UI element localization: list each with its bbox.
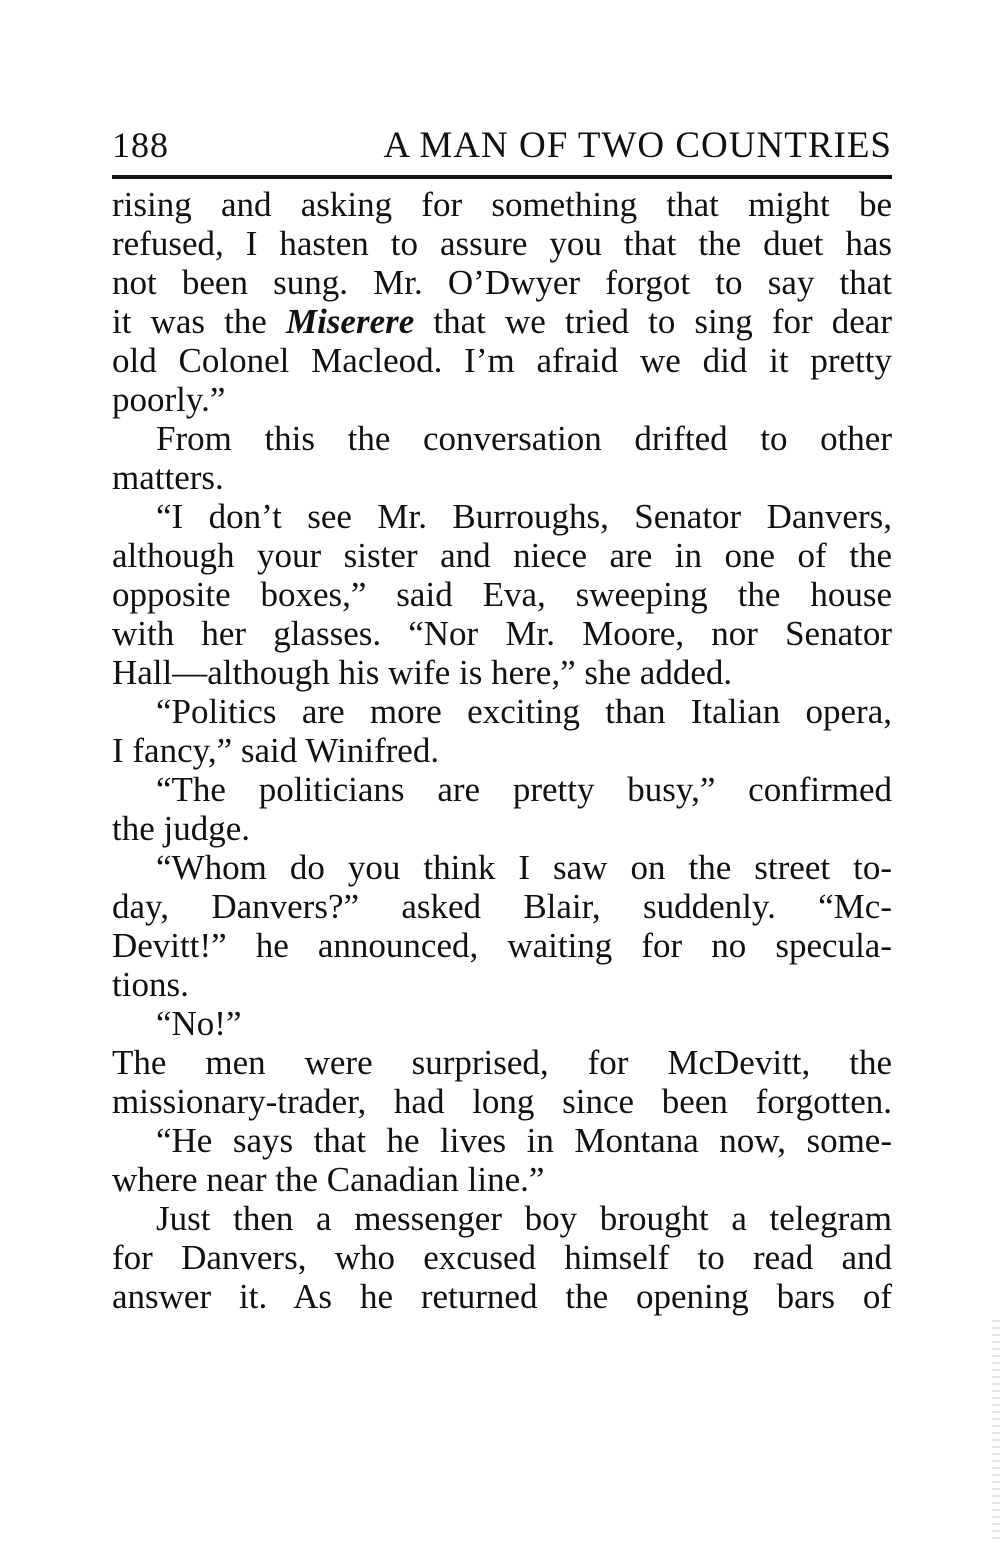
text-line: “The politicians are pretty busy,” confirmed <box>156 770 892 809</box>
text-fragment: it was the <box>112 302 286 341</box>
text-line: matters. <box>112 458 224 497</box>
text-line: where near the Canadian line.” <box>112 1160 545 1199</box>
text-line: poorly.” <box>112 380 226 419</box>
text-line: I fancy,” said Winifred. <box>112 731 440 770</box>
text-line: opposite boxes,” said Eva, sweeping the house <box>112 575 892 614</box>
text-line: “Politics are more exciting than Italian opera, <box>156 692 892 731</box>
running-header <box>112 122 892 179</box>
text-fragment: that we tried to sing for dear <box>414 302 893 341</box>
running-title: A MAN OF TWO COUNTRIES <box>383 125 892 166</box>
text-line: “He says that he lives in Montana now, some- <box>156 1121 892 1160</box>
text-line: answer it. As he returned the opening bars of <box>112 1277 892 1316</box>
text-line: not been sung. Mr. O’Dwyer forgot to say that <box>112 263 892 302</box>
text-line: Devitt!” he announced, waiting for no specula- <box>112 926 892 965</box>
text-line: “I don’t see Mr. Burroughs, Senator Danvers, <box>156 497 892 536</box>
text-line: although your sister and niece are in one of the <box>112 536 892 575</box>
text-line: The men were surprised, for McDevitt, the <box>112 1043 892 1082</box>
text-line: old Colonel Macleod. I’m afraid we did it pretty <box>112 341 892 380</box>
text-line: day, Danvers?” asked Blair, suddenly. “Mc- <box>112 887 892 926</box>
text-line: with her glasses. “Nor Mr. Moore, nor Senator <box>112 614 892 653</box>
page-number: 188 <box>112 125 169 165</box>
scan-edge-noise <box>992 1320 1000 1540</box>
text-line: “Whom do you think I saw on the street to- <box>156 848 892 887</box>
text-line <box>112 302 892 341</box>
body-text <box>112 185 892 1316</box>
text-line: Just then a messenger boy brought a telegram <box>156 1199 892 1238</box>
text-line: tions. <box>112 965 189 1004</box>
book-page <box>112 122 892 1316</box>
text-line: missionary-trader, had long since been forgotten. <box>112 1082 892 1121</box>
text-line: “No!” <box>156 1004 242 1043</box>
italic-title: Miserere <box>285 302 415 341</box>
text-line: refused, I hasten to assure you that the duet has <box>112 224 892 263</box>
text-line: Hall—although his wife is here,” she added. <box>112 653 733 692</box>
text-line: the judge. <box>112 809 251 848</box>
text-line: rising and asking for something that might be <box>112 185 892 224</box>
text-line: for Danvers, who excused himself to read and <box>112 1238 892 1277</box>
text-line: From this the conversation drifted to other <box>156 419 892 458</box>
